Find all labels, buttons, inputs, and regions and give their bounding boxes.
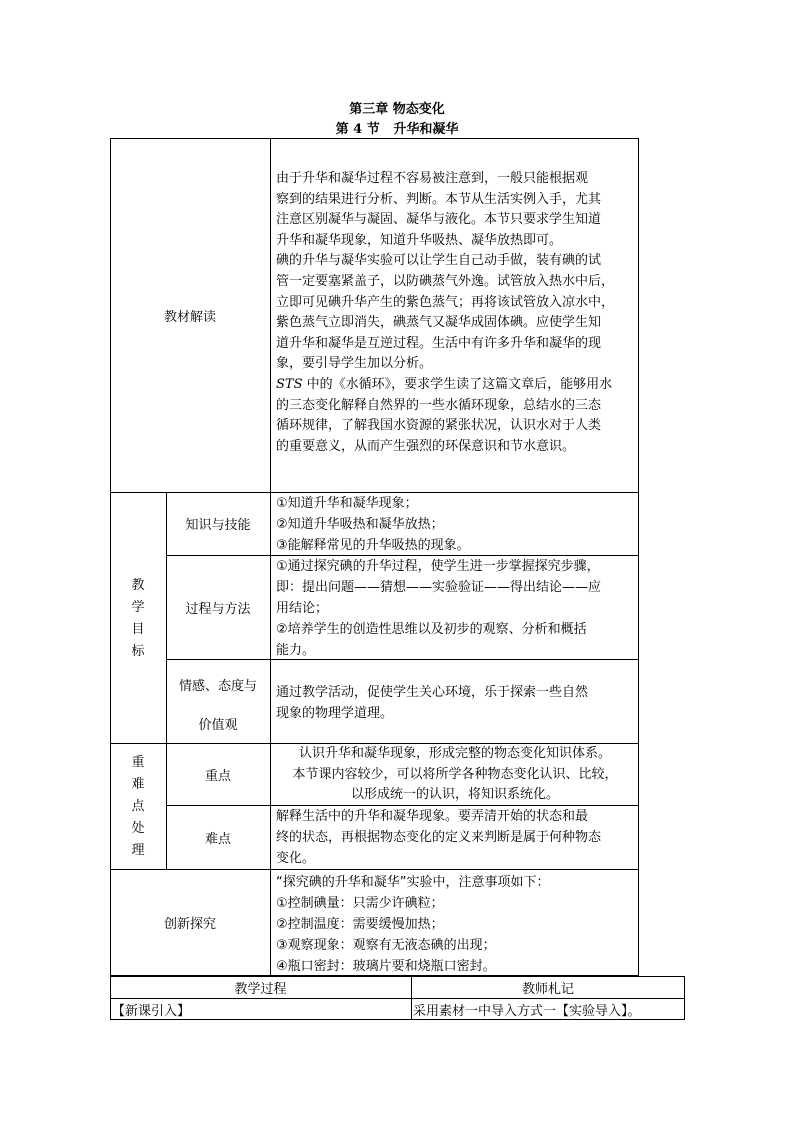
- notes-row-cell: 采用素材一中导入方式一【实验导入】。: [413, 1003, 641, 1019]
- process-line: 能力。: [276, 643, 316, 658]
- process-label: 过程与方法: [185, 601, 251, 617]
- hard-line: 终的状态，再根据物态变化的定义来判断是属于何种物态: [276, 830, 602, 845]
- sts-label: STS: [276, 376, 303, 392]
- innovation-line: “探究碘的升华和凝华”实验中，注意事项如下：: [276, 875, 550, 890]
- textbook-line: 升华和凝华现象，知道升华吸热、凝华放热即可。: [276, 232, 563, 248]
- knowledge-item: ①知道升华和凝华现象；: [276, 496, 418, 511]
- textbook-line: 道升华和凝华是互逆过程。生活中有许多升华和凝华的现: [276, 335, 602, 351]
- hard-line: 变化。: [276, 851, 316, 866]
- innovation-line: ③观察现象：观察有无液态碘的出现；: [276, 938, 496, 953]
- innovation-content: [276, 872, 636, 977]
- textbook-content: [276, 169, 636, 457]
- key-point-label: 重点: [204, 768, 231, 784]
- process-content: [276, 556, 636, 661]
- process-line: 即：提出问题——猜想——实验验证——得出结论——应: [276, 580, 602, 595]
- notes-header: 教师札记: [521, 981, 574, 997]
- emotion-content: [276, 682, 636, 724]
- key-line: 以形成统一的认识，将知识系统化。: [350, 787, 559, 802]
- hard-point-label: 难点: [204, 831, 231, 847]
- textbook-label: 教材解读: [163, 309, 216, 325]
- knowledge-item: ②知道升华吸热和凝华放热；: [276, 517, 444, 532]
- textbook-line: 的三态变化解释自然界的一些水循环现象，总结水的三态: [276, 397, 602, 413]
- textbook-line: 碘的升华与凝华实验可以让学生自己动手做，装有碘的试: [276, 253, 602, 269]
- textbook-line: 的重要意义，从而产生强烈的环保意识和节水意识。: [276, 438, 576, 454]
- textbook-line: 循环规律，了解我国水资源的紧张状况，认识水对于人类: [276, 418, 602, 434]
- emotion-line: 通过教学活动，促使学生关心环境，乐于探索一些自然: [276, 685, 589, 700]
- hard-line: 解释生活中的升华和凝华现象。要弄清开始的状态和最: [276, 809, 589, 824]
- textbook-line: 紫色蒸气立即消失，碘蒸气又凝华成固体碘。应使学生知: [276, 315, 602, 331]
- emotion-line: 现象的物理学道理。: [276, 706, 394, 721]
- knowledge-label: 知识与技能: [185, 518, 251, 533]
- process-row-cell: 【新课引入】: [112, 1003, 191, 1019]
- process-line: ②培养学生的创造性思维以及初步的观察、分析和概括: [276, 622, 587, 637]
- divider: [270, 138, 271, 976]
- innovation-line: ④瓶口密封：玻璃片要和烧瓶口密封。: [276, 959, 496, 974]
- textbook-line: 象，要引导学生加以分析。: [276, 356, 433, 372]
- knowledge-content: [276, 493, 636, 556]
- innovation-line: ②控制温度：需要缓慢加热；: [276, 917, 444, 932]
- key-line: 认识升华和凝华现象，形成完整的物态变化知识体系。: [298, 746, 611, 761]
- key-line: 本节课内容较少，可以将所学各种物态变化认识、比较，: [292, 766, 618, 782]
- textbook-line: 由于升华和凝华过程不容易被注意到，一般只能根据观: [276, 171, 589, 186]
- goals-label: 教 学 目 标: [131, 578, 145, 659]
- innovation-label: 创新探究: [163, 917, 216, 932]
- textbook-line: 注意区别凝华与凝固、凝华与液化。本节只要求学生知道: [276, 212, 602, 228]
- process-line: ①通过探究碘的升华过程，使学生进一步掌握探究步骤，: [276, 559, 600, 574]
- section-title: [0, 118, 794, 137]
- process-line: 用结论；: [276, 601, 329, 616]
- hard-point-content: [276, 806, 636, 869]
- sts-line: [276, 375, 636, 396]
- textbook-line: 管一定要塞紧盖子，以防碘蒸气外逸。试管放入热水中后，: [276, 273, 615, 289]
- process-header: 教学过程: [234, 981, 287, 997]
- emotion-label-line: 价值观: [198, 718, 238, 733]
- textbook-line: 察到的结果进行分析、判断。本节从生活实例入手，尤其: [276, 191, 602, 207]
- knowledge-item: ③能解释常见的升华吸热的现象。: [276, 538, 470, 553]
- chapter-title: 第三章 物态变化: [349, 102, 445, 117]
- section-prefix: 第 4 节: [335, 122, 380, 137]
- textbook-line: 立即可见碘升华产生的紫色蒸气；再将该试管放入凉水中，: [276, 294, 615, 310]
- sts-text: 中的《水循环》，要求学生读了这篇文章后，能够用水: [302, 376, 613, 392]
- difficulty-label: 重 难 点 处 理: [131, 755, 145, 858]
- emotion-label-line: 情感、态度与: [178, 679, 257, 694]
- innovation-line: ①控制碘量：只需少许碘粒；: [276, 896, 444, 911]
- emotion-label: [166, 659, 270, 743]
- key-point-content: [272, 744, 638, 806]
- section-name: 升华和凝华: [393, 122, 459, 137]
